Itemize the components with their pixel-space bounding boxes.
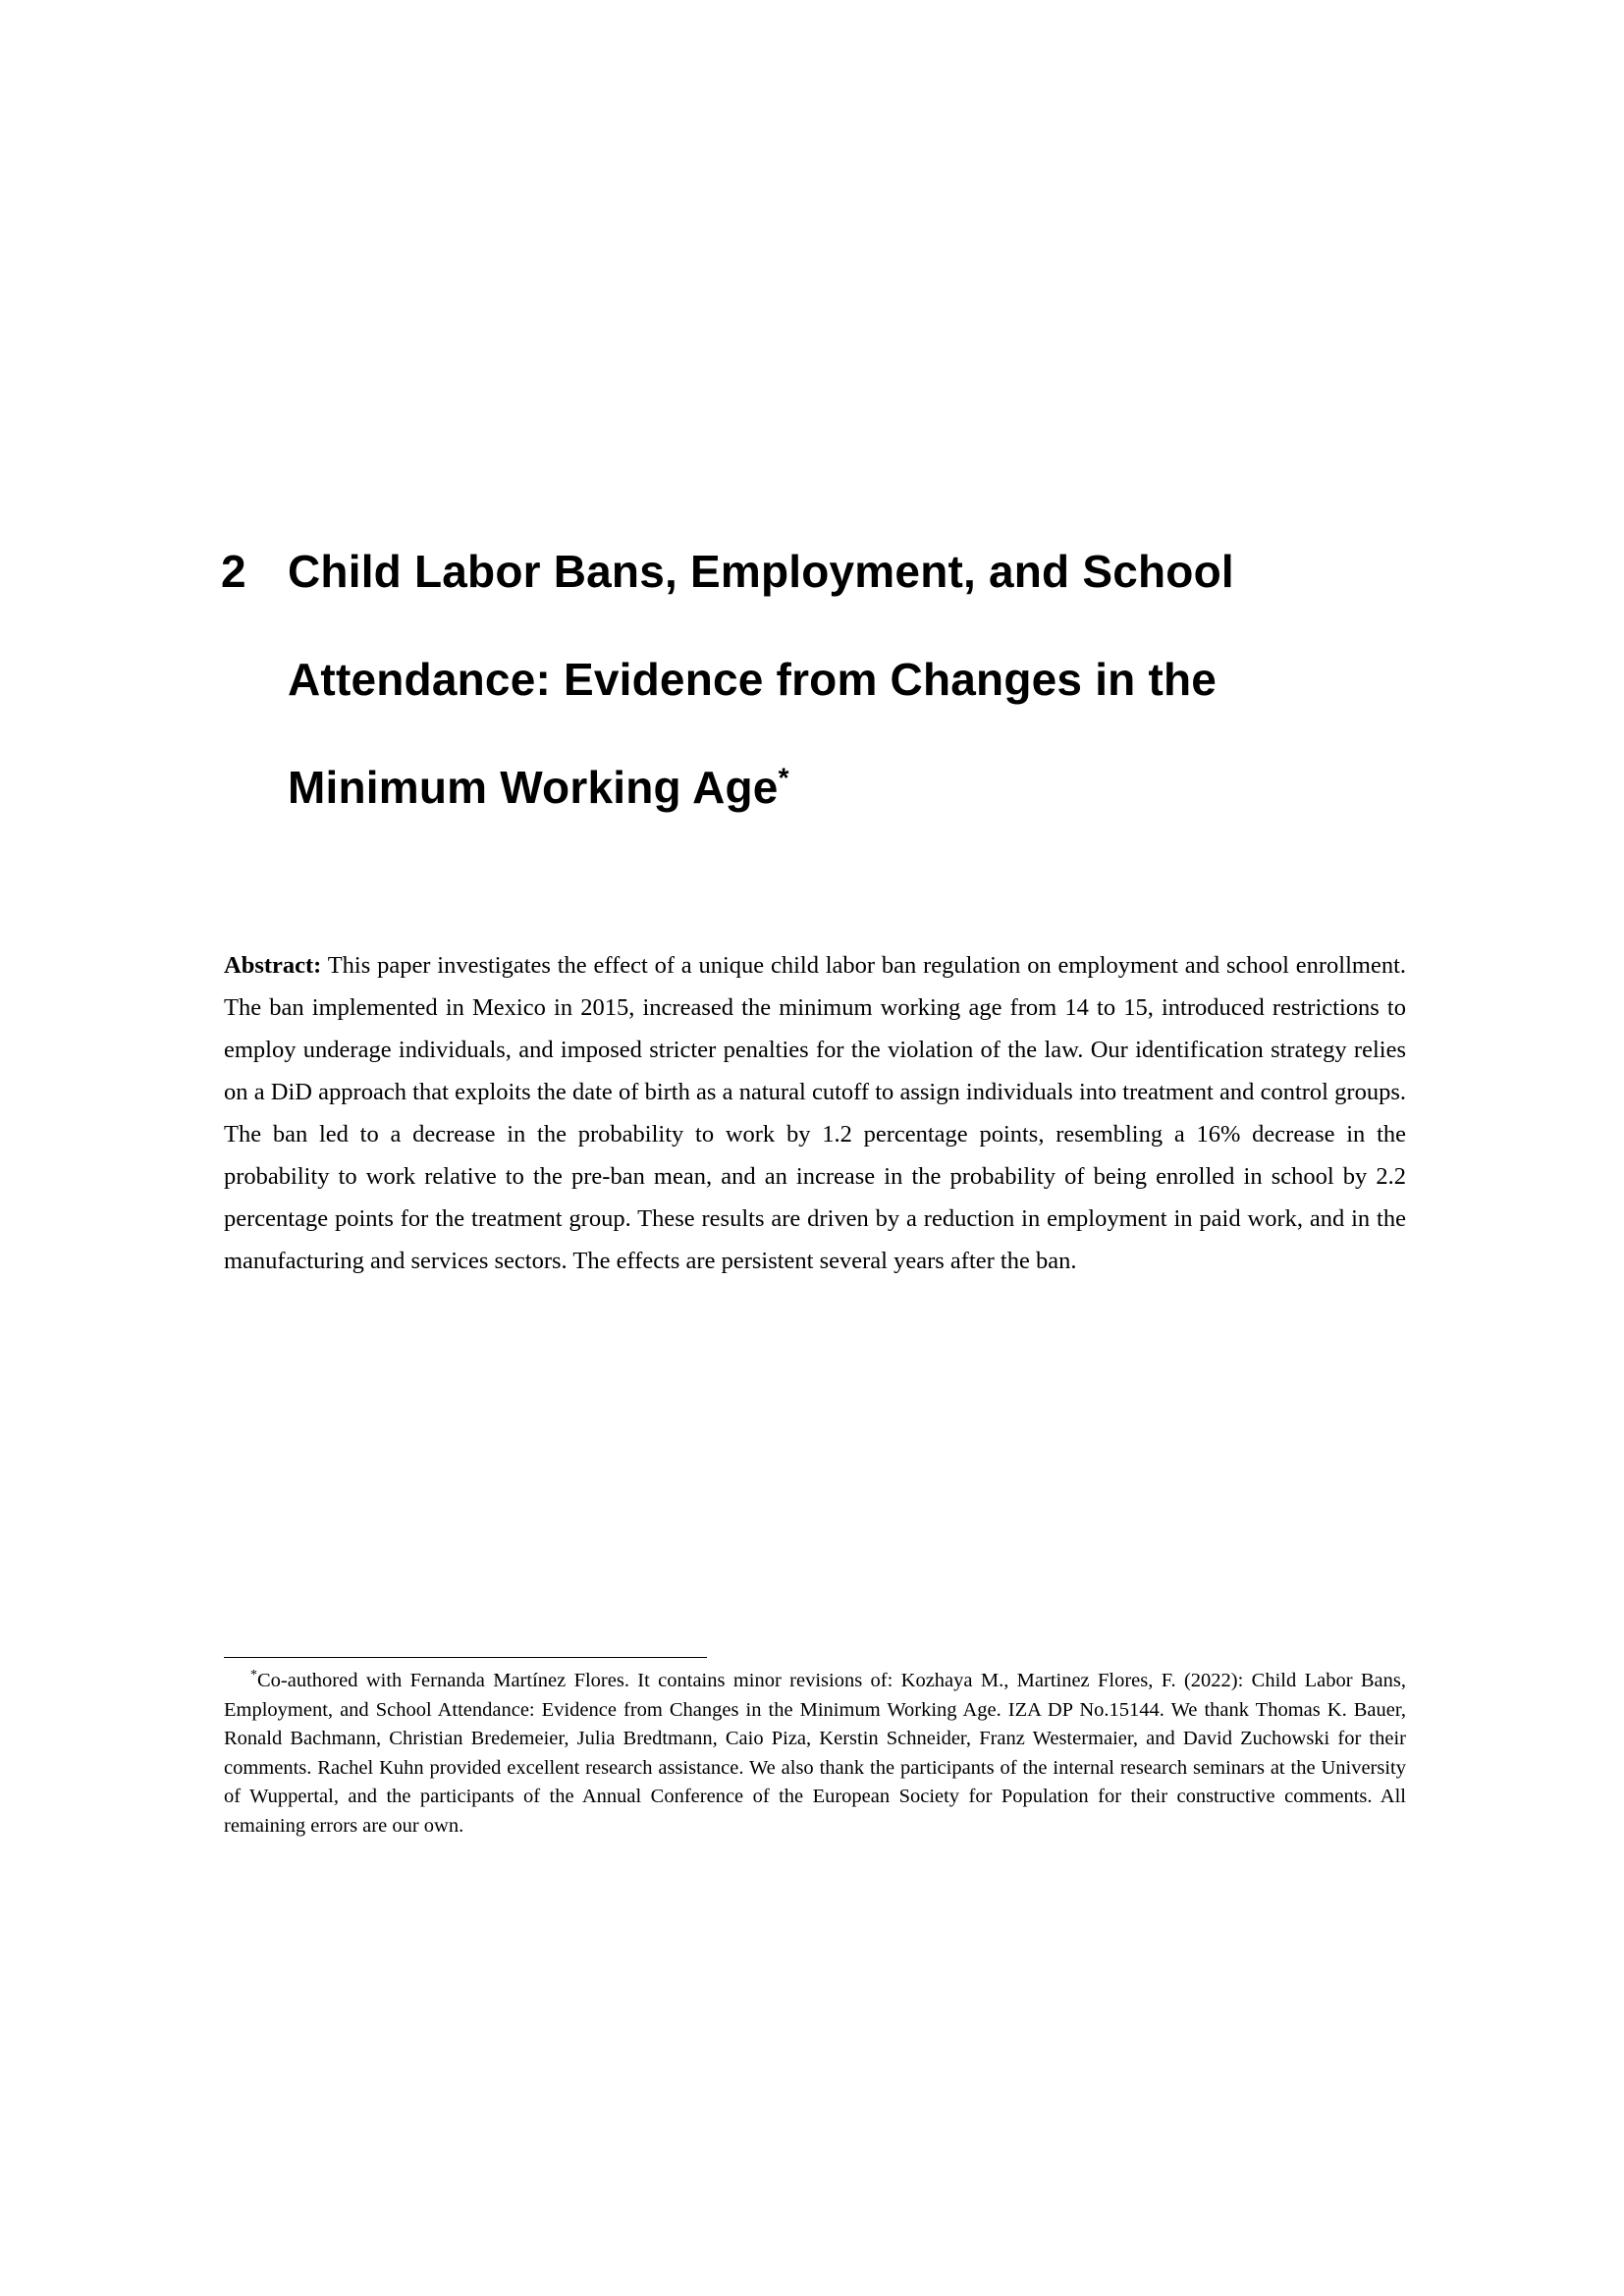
heading-line-3-text: Minimum Working Age [288,762,779,813]
footnote-text: Co-authored with Fernanda Martínez Flores. It contains minor revisions of: Kozhaya M., Martinez Flores, F. (2022): Child Labor Bans, Employment, and School Attendance: Evidence from Changes in the Minimum Working Age. IZA DP No.15144. We thank Thomas K. Bauer, Ronald Bachmann, Christian Bredemeier, Julia Bredtmann, Caio Piza, Kerstin Schneider, Franz Westermaier, and David Zuchowski for their comments. Rachel Kuhn provided excellent research assistance. We also thank the participants of the internal research seminars at the University of Wuppertal, and the participants of the Annual Conference of the European Society for Population for their constructive comments. All remaining errors are our own. [224,1670,1406,1837]
abstract-text: This paper investigates the effect of a unique child labor ban regulation on employment and school enrollment. The ban implemented in Mexico in 2015, increased the minimum working age from 14 to 15, introduced restrictions to employ underage individuals, and imposed stricter penalties for the violation of the law. Our identification strategy relies on a DiD approach that exploits the date of birth as a natural cutoff to assign individuals into treatment and control groups. The ban led to a decrease in the probability to work by 1.2 percentage points, resembling a 16% decrease in the probability to work relative to the pre-ban mean, and an increase in the probability of being enrolled in school by 2.2 percentage points for the treatment group. These results are driven by a reduction in employment in paid work, and in the manufacturing and services sectors. The effects are persistent several years after the ban. [224,952,1406,1274]
section-number: 2 [221,546,246,597]
heading-line-3 [221,733,1438,841]
heading-line-2-text: Attendance: Evidence from Changes in the [288,654,1218,705]
abstract-label: Abstract: [224,952,322,979]
footnote-rule [224,1657,707,1658]
abstract-paragraph [224,944,1406,1282]
footnote-marker: * [250,1668,257,1683]
heading-line-1-text: Child Labor Bans, Employment, and School [288,546,1234,597]
footnote-paragraph [224,1667,1406,1841]
section-heading [221,517,1438,841]
title-footnote-marker: * [778,762,789,793]
heading-line-1 [221,517,1438,625]
heading-line-2 [221,625,1438,733]
